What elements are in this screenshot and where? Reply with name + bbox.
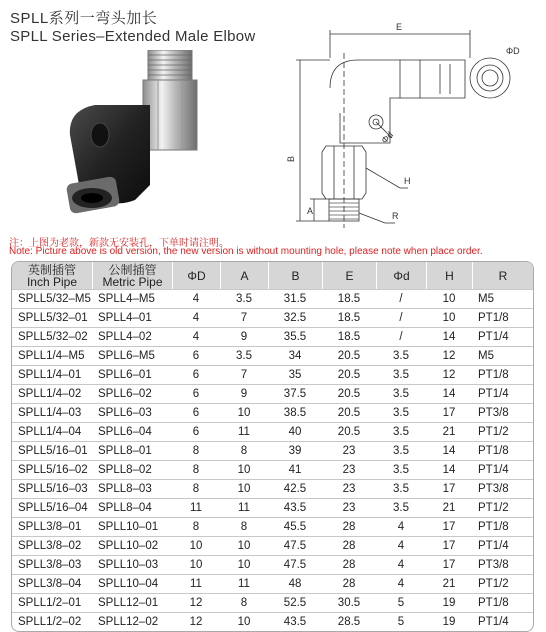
table-cell: 7: [220, 308, 268, 327]
table-cell: SPLL5/16–02: [12, 460, 92, 479]
table-cell: 20.5: [322, 403, 376, 422]
table-cell: SPLL1/4–04: [12, 422, 92, 441]
column-header-label: E: [345, 268, 354, 283]
table-cell: 17: [426, 403, 472, 422]
table-cell: 20.5: [322, 422, 376, 441]
table-cell: 28: [322, 517, 376, 536]
column-header-label: 公制插管: [108, 262, 157, 277]
table-cell: 3.5: [376, 365, 426, 384]
column-header-sublabel: Inch Pipe: [26, 274, 78, 289]
table-cell: SPLL1/4–02: [12, 384, 92, 403]
table-cell: 18.5: [322, 327, 376, 346]
column-header-label: ΦD: [187, 268, 206, 283]
table-cell: 11: [220, 498, 268, 517]
note-chinese: 注：上图为老款，新款无安装孔，下单时请注明。: [9, 238, 229, 249]
table-cell: 10: [220, 555, 268, 574]
table-cell: PT1/8: [472, 517, 533, 536]
column-header: [92, 262, 172, 289]
table-cell: 28: [322, 536, 376, 555]
table-cell: 3.5: [376, 422, 426, 441]
table-cell: 4: [172, 327, 220, 346]
table-cell: SPLL1/4–03: [12, 403, 92, 422]
table-row: [12, 441, 533, 460]
table-cell: 17: [426, 536, 472, 555]
table-cell: 3.5: [376, 498, 426, 517]
table-cell: PT1/4: [472, 327, 533, 346]
table-cell: 18.5: [322, 289, 376, 308]
table-cell: SPLL10–02: [92, 536, 172, 555]
table-cell: 4: [376, 574, 426, 593]
table-cell: SPLL5/16–03: [12, 479, 92, 498]
table-row: [12, 422, 533, 441]
table-cell: 11: [172, 498, 220, 517]
dim-label-phi-D: ΦD: [506, 46, 520, 56]
table-cell: SPLL6–01: [92, 365, 172, 384]
table-row: [12, 574, 533, 593]
table-cell: 21: [426, 498, 472, 517]
table-cell: 28: [322, 574, 376, 593]
table-cell: 14: [426, 460, 472, 479]
table-row: [12, 327, 533, 346]
table-cell: 32.5: [268, 308, 322, 327]
table-cell: 3.5: [376, 346, 426, 365]
table-cell: 40: [268, 422, 322, 441]
table-cell: SPLL8–01: [92, 441, 172, 460]
table-cell: SPLL3/8–01: [12, 517, 92, 536]
table-cell: SPLL4–M5: [92, 289, 172, 308]
table-header-row: [12, 262, 533, 289]
table-cell: SPLL1/2–02: [12, 612, 92, 631]
table-cell: 14: [426, 327, 472, 346]
column-header-label: R: [498, 268, 508, 283]
table-cell: 6: [172, 403, 220, 422]
table-cell: 3.5: [376, 403, 426, 422]
table-cell: SPLL10–04: [92, 574, 172, 593]
table-cell: SPLL10–01: [92, 517, 172, 536]
table-row: [12, 479, 533, 498]
column-header-label: 英制插管: [27, 262, 76, 277]
table-row: [12, 289, 533, 308]
column-header-sublabel: Metric Pipe: [102, 274, 163, 289]
table-cell: 12: [172, 612, 220, 631]
table-row: [12, 346, 533, 365]
table-cell: SPLL4–02: [92, 327, 172, 346]
table-cell: SPLL6–M5: [92, 346, 172, 365]
table-cell: 3.5: [376, 441, 426, 460]
table-cell: 5: [376, 612, 426, 631]
table-cell: 42.5: [268, 479, 322, 498]
table-row: [12, 460, 533, 479]
table-cell: SPLL1/4–M5: [12, 346, 92, 365]
page-title-english: SPLL Series–Extended Male Elbow: [10, 28, 256, 45]
table-cell: 4: [376, 536, 426, 555]
table-cell: PT1/8: [472, 308, 533, 327]
table-cell: 10: [220, 479, 268, 498]
table-cell: SPLL1/2–01: [12, 593, 92, 612]
table-cell: 28: [322, 555, 376, 574]
table-cell: 8: [220, 517, 268, 536]
table-cell: PT1/8: [472, 593, 533, 612]
table-row: [12, 365, 533, 384]
table-cell: SPLL8–02: [92, 460, 172, 479]
table-cell: 12: [172, 593, 220, 612]
table-cell: 21: [426, 422, 472, 441]
table-cell: 38.5: [268, 403, 322, 422]
table-cell: PT1/8: [472, 441, 533, 460]
table-cell: 4: [376, 517, 426, 536]
table-row: [12, 517, 533, 536]
column-header: [172, 262, 220, 289]
table-cell: 23: [322, 441, 376, 460]
table-cell: PT3/8: [472, 555, 533, 574]
table-cell: 20.5: [322, 384, 376, 403]
table-cell: 11: [172, 574, 220, 593]
column-header-label: A: [240, 268, 249, 283]
table-cell: 9: [220, 384, 268, 403]
table-cell: PT1/8: [472, 365, 533, 384]
column-header-label: B: [291, 268, 300, 283]
table-cell: PT1/2: [472, 498, 533, 517]
table-cell: 10: [220, 536, 268, 555]
table-cell: 10: [426, 289, 472, 308]
table-cell: SPLL5/32–01: [12, 308, 92, 327]
table-cell: SPLL3/8–04: [12, 574, 92, 593]
table-cell: SPLL5/32–M5: [12, 289, 92, 308]
table-cell: 37.5: [268, 384, 322, 403]
table-cell: SPLL5/32–02: [12, 327, 92, 346]
table-cell: M5: [472, 346, 533, 365]
table-row: [12, 498, 533, 517]
table-cell: /: [376, 327, 426, 346]
table-cell: SPLL6–02: [92, 384, 172, 403]
table-cell: 5: [376, 593, 426, 612]
table-cell: SPLL3/8–02: [12, 536, 92, 555]
table-cell: PT1/4: [472, 384, 533, 403]
table-cell: 23: [322, 498, 376, 517]
table-row: [12, 593, 533, 612]
dim-label-h: H: [404, 176, 411, 186]
table-cell: SPLL5/16–01: [12, 441, 92, 460]
table-cell: 7: [220, 365, 268, 384]
column-header: [472, 262, 533, 289]
table-cell: 8: [172, 441, 220, 460]
table-cell: /: [376, 289, 426, 308]
table-cell: 6: [172, 346, 220, 365]
column-header: [426, 262, 472, 289]
table-cell: 3.5: [376, 479, 426, 498]
table-cell: 10: [220, 612, 268, 631]
table-cell: 17: [426, 555, 472, 574]
table-row: [12, 536, 533, 555]
table-cell: 28.5: [322, 612, 376, 631]
column-header: [268, 262, 322, 289]
table-cell: 10: [220, 403, 268, 422]
table-cell: 52.5: [268, 593, 322, 612]
table-cell: 34: [268, 346, 322, 365]
table-cell: 10: [172, 555, 220, 574]
table-cell: 9: [220, 327, 268, 346]
table-cell: 43.5: [268, 612, 322, 631]
table-row: [12, 403, 533, 422]
table-cell: SPLL12–02: [92, 612, 172, 631]
table-cell: PT3/8: [472, 479, 533, 498]
column-header: [12, 262, 92, 289]
table-cell: 10: [172, 536, 220, 555]
dim-label-a: A: [307, 206, 314, 216]
table-cell: PT1/4: [472, 612, 533, 631]
table-cell: 20.5: [322, 346, 376, 365]
table-cell: 3.5: [376, 384, 426, 403]
table-cell: 3.5: [220, 289, 268, 308]
dim-label-r: R: [392, 211, 399, 221]
table-cell: 12: [426, 365, 472, 384]
table-cell: 11: [220, 422, 268, 441]
table-cell: 17: [426, 517, 472, 536]
table-cell: SPLL8–03: [92, 479, 172, 498]
table-cell: SPLL3/8–03: [12, 555, 92, 574]
column-header: [322, 262, 376, 289]
table-cell: SPLL5/16–04: [12, 498, 92, 517]
table-body: [12, 289, 533, 631]
table-cell: 45.5: [268, 517, 322, 536]
table-cell: 39: [268, 441, 322, 460]
table-cell: 11: [220, 574, 268, 593]
table-cell: 31.5: [268, 289, 322, 308]
table-cell: SPLL6–03: [92, 403, 172, 422]
table-cell: PT1/2: [472, 422, 533, 441]
dim-label-e: E: [396, 22, 403, 32]
table-cell: 6: [172, 384, 220, 403]
table-cell: 23: [322, 460, 376, 479]
table-cell: SPLL12–01: [92, 593, 172, 612]
table-cell: 4: [172, 308, 220, 327]
table-cell: 19: [426, 612, 472, 631]
table-cell: 14: [426, 441, 472, 460]
table-cell: PT1/2: [472, 574, 533, 593]
column-header: [376, 262, 426, 289]
table-cell: 8: [220, 441, 268, 460]
table-cell: SPLL10–03: [92, 555, 172, 574]
table-cell: /: [376, 308, 426, 327]
table-cell: 35.5: [268, 327, 322, 346]
table-cell: M5: [472, 289, 533, 308]
column-header: [220, 262, 268, 289]
table-row: [12, 555, 533, 574]
table-cell: SPLL1/4–01: [12, 365, 92, 384]
table-cell: 10: [426, 308, 472, 327]
table-cell: 3.5: [376, 460, 426, 479]
table-cell: 20.5: [322, 365, 376, 384]
table-row: [12, 308, 533, 327]
table-cell: 8: [172, 517, 220, 536]
table-cell: 4: [376, 555, 426, 574]
table-cell: 6: [172, 422, 220, 441]
product-photo: [40, 50, 255, 220]
table-cell: PT3/8: [472, 403, 533, 422]
table-cell: SPLL6–04: [92, 422, 172, 441]
table-cell: 48: [268, 574, 322, 593]
table-cell: 18.5: [322, 308, 376, 327]
table-cell: 43.5: [268, 498, 322, 517]
table-cell: 47.5: [268, 555, 322, 574]
specification-table: [11, 261, 534, 632]
table-cell: 14: [426, 384, 472, 403]
page-title-chinese: SPLL系列一弯头加长: [10, 10, 158, 27]
table-cell: 21: [426, 574, 472, 593]
dim-label-b: B: [286, 155, 296, 162]
table-cell: 4: [172, 289, 220, 308]
column-header-label: Φd: [393, 268, 410, 283]
table-cell: 41: [268, 460, 322, 479]
table-cell: 23: [322, 479, 376, 498]
technical-drawing: [280, 18, 538, 236]
table-cell: 17: [426, 479, 472, 498]
table-cell: PT1/4: [472, 460, 533, 479]
column-header-label: H: [445, 268, 454, 283]
dim-label-phi-d: Φd: [379, 129, 396, 146]
table-cell: 8: [220, 593, 268, 612]
table-cell: 8: [172, 460, 220, 479]
table-cell: 35: [268, 365, 322, 384]
table-cell: PT1/4: [472, 536, 533, 555]
table-cell: 12: [426, 346, 472, 365]
table-cell: 19: [426, 593, 472, 612]
table-cell: 6: [172, 365, 220, 384]
table-cell: 30.5: [322, 593, 376, 612]
table-cell: SPLL4–01: [92, 308, 172, 327]
table-cell: 10: [220, 460, 268, 479]
table-cell: 8: [172, 479, 220, 498]
note-english: Note: Picture above is old version, the new version is without mounting hole, please note when place order.: [9, 246, 483, 257]
table-cell: 3.5: [220, 346, 268, 365]
table-cell: SPLL8–04: [92, 498, 172, 517]
table-cell: 47.5: [268, 536, 322, 555]
table-row: [12, 384, 533, 403]
